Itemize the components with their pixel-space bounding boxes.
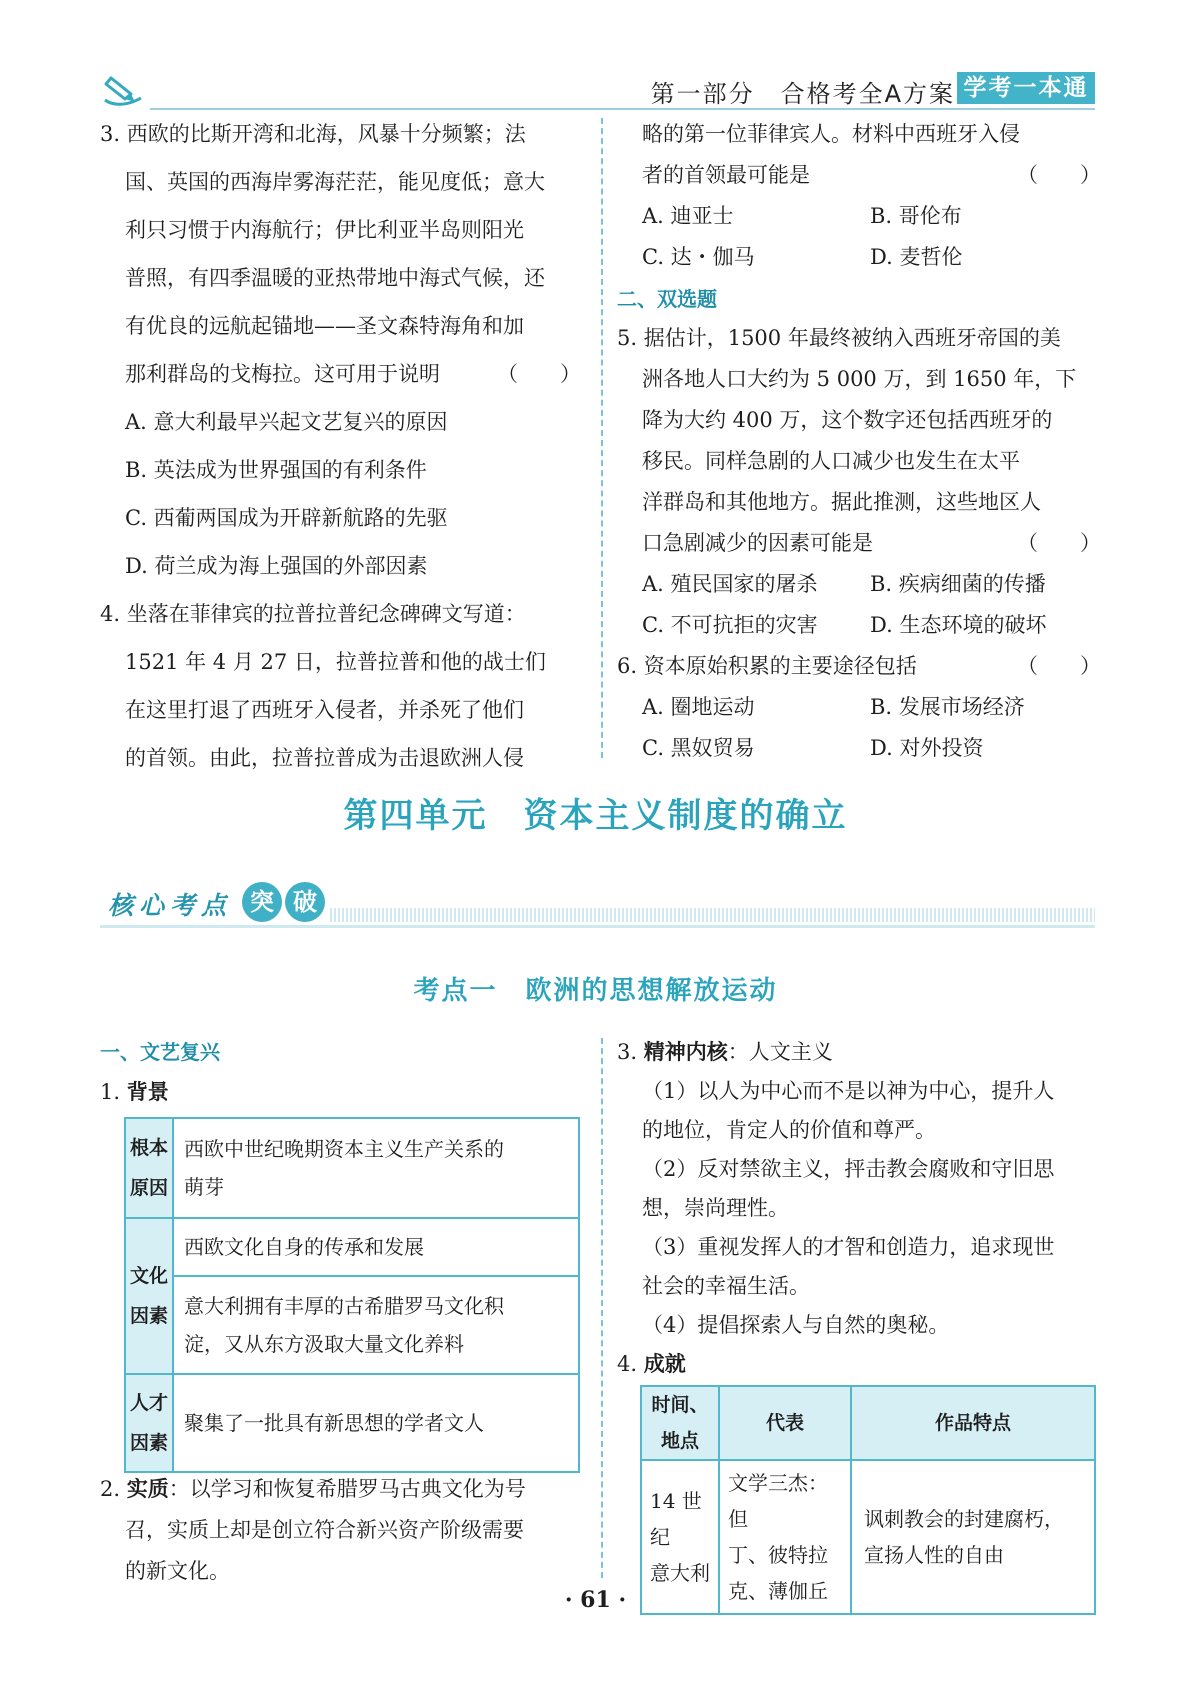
point-line-4: 想，崇尚理性。 — [642, 1196, 789, 1220]
banner-underline — [100, 925, 1095, 928]
header-representative: 代表 — [719, 1386, 851, 1460]
value-line: 淀，又从东方汲取大量文化养料 — [184, 1332, 464, 1356]
row-key-talent — [125, 1374, 173, 1472]
banner-text: 核心考点 — [108, 891, 233, 920]
achievement-heading — [617, 1348, 686, 1378]
q4-line-4: 的首领。由此，拉普拉普成为击退欧洲人侵 — [125, 746, 524, 770]
q3-line-3: 利只习惯于内海航行；伊比利亚半岛则阳光 — [125, 218, 524, 242]
banner-circle-1: 突 — [242, 882, 282, 922]
table-row — [125, 1118, 579, 1218]
q3-answer-blank: （ ） — [497, 362, 581, 386]
header-badge: 学考一本通 — [957, 72, 1095, 104]
table-row — [125, 1218, 579, 1276]
q3-line-4: 普照，有四季温暖的亚热带地中海式气候，还 — [125, 266, 545, 290]
q3-option-d: D. 荷兰成为海上强国的外部因素 — [125, 554, 428, 578]
value-line: 意大利拥有丰厚的古希腊罗马文化积 — [184, 1294, 504, 1318]
cell-line: 丁、彼特拉 — [728, 1543, 828, 1567]
column-divider-bottom — [601, 1038, 603, 1578]
q5-line-5: 洋群岛和其他地方。据此推测，这些地区人 — [642, 490, 1041, 514]
q3-option-b: B. 英法成为世界强国的有利条件 — [125, 458, 427, 482]
essence-num: 2. — [100, 1477, 127, 1501]
unit-title: 第四单元 资本主义制度的确立 — [343, 796, 848, 836]
q3-option-a: A. 意大利最早兴起文艺复兴的原因 — [125, 410, 448, 434]
q3-option-c: C. 西葡两国成为开辟新航路的先驱 — [125, 506, 448, 530]
q5-option-a: A. 殖民国家的屠杀 — [642, 572, 818, 596]
core-key: 精神内核 — [643, 1040, 728, 1064]
essence-line-3: 的新文化。 — [125, 1559, 230, 1583]
q6-option-d: D. 对外投资 — [870, 736, 984, 760]
row-value-culture-b — [173, 1276, 579, 1374]
banner-stripe — [330, 908, 1095, 922]
background-key: 背景 — [126, 1080, 169, 1104]
topic-title: 考点一 欧洲的思想解放运动 — [413, 976, 778, 1006]
row-value-root — [173, 1118, 579, 1218]
q5-option-b: B. 疾病细菌的传播 — [870, 572, 1046, 596]
point-line-2: 的地位，肯定人的价值和尊严。 — [642, 1118, 936, 1142]
q5-line-1: 5. 据估计，1500 年最终被纳入西班牙帝国的美 — [617, 326, 1061, 350]
header-line: 时间、 — [651, 1394, 709, 1416]
column-divider-top — [601, 118, 603, 758]
q5-line-3: 降为大约 400 万，这个数字还包括西班牙的 — [642, 408, 1053, 432]
background-table — [124, 1117, 580, 1473]
row-value-culture-a: 西欧文化自身的传承和发展 — [173, 1218, 579, 1276]
essence-text-1: ：以学习和恢复希腊罗马古典文化为号 — [168, 1477, 526, 1501]
key-line: 文化 — [129, 1265, 168, 1287]
q4-cont-line-1: 略的第一位菲律宾人。材料中西班牙入侵 — [642, 122, 1020, 146]
q3-line-1: 3. 西欧的比斯开湾和北海，风暴十分频繁；法 — [100, 122, 526, 146]
cell-line: 讽刺教会的封建腐朽， — [864, 1507, 1064, 1531]
background-num: 1. — [100, 1080, 127, 1104]
row-value-talent: 聚集了一批具有新思想的学者文人 — [173, 1374, 579, 1472]
core-value: ：人文主义 — [727, 1040, 833, 1064]
q4-line-2: 1521 年 4 月 27 日，拉普拉普和他的战士们 — [125, 650, 546, 674]
key-line: 根本 — [129, 1137, 168, 1159]
header-line: 地点 — [660, 1430, 699, 1452]
table-row — [125, 1374, 579, 1472]
achievement-key: 成就 — [643, 1352, 686, 1376]
q5-answer-blank: （ ） — [1017, 531, 1101, 555]
section-double-choice: 二、双选题 — [617, 287, 717, 311]
q4-option-c: C. 达・伽马 — [642, 245, 755, 269]
core-points-banner — [100, 880, 1095, 930]
key-line: 人才 — [129, 1392, 168, 1414]
table-row — [125, 1276, 579, 1374]
q3-line-5: 有优良的远航起锚地——圣文森特海角和加 — [125, 314, 524, 338]
point-line-1: （1）以人为中心而不是以神为中心，提升人 — [642, 1079, 1055, 1103]
essence-line-1 — [100, 1473, 526, 1503]
q5-option-c: C. 不可抗拒的灾害 — [642, 613, 818, 637]
core-heading — [617, 1036, 833, 1066]
q4-option-d: D. 麦哲伦 — [870, 245, 963, 269]
point-line-5: （3）重视发挥人的才智和创造力，追求现世 — [642, 1235, 1055, 1259]
key-line: 因素 — [129, 1432, 168, 1454]
cell-line: 宣扬人性的自由 — [864, 1543, 1004, 1567]
cell-line: 14 世纪 — [650, 1489, 702, 1549]
achievement-table — [640, 1385, 1096, 1615]
q3-line-2: 国、英国的西海岸雾海茫茫，能见度低；意大 — [125, 170, 545, 194]
point-line-7: （4）提倡探索人与自然的奥秘。 — [642, 1313, 950, 1337]
row-key-root — [125, 1118, 173, 1218]
section-renaissance: 一、文艺复兴 — [100, 1040, 220, 1064]
q6-option-a: A. 圈地运动 — [642, 695, 755, 719]
q6-option-c: C. 黑奴贸易 — [642, 736, 755, 760]
cell-line: 克、薄伽丘 — [728, 1579, 828, 1603]
q4-option-a: A. 迪亚士 — [642, 204, 734, 228]
value-line: 萌芽 — [184, 1175, 224, 1199]
q4-line-1: 4. 坐落在菲律宾的拉普拉普纪念碑碑文写道： — [100, 602, 526, 626]
key-line: 原因 — [129, 1177, 168, 1199]
background-heading — [100, 1076, 169, 1106]
q4-line-3: 在这里打退了西班牙入侵者，并杀死了他们 — [125, 698, 524, 722]
cell-line: 意大利 — [650, 1561, 710, 1585]
key-line: 因素 — [129, 1305, 168, 1327]
q6-answer-blank: （ ） — [1017, 654, 1101, 678]
header-title: 第一部分 合格考全A方案 — [650, 80, 955, 108]
q5-option-d: D. 生态环境的破坏 — [870, 613, 1047, 637]
q3-line-6: 那利群岛的戈梅拉。这可用于说明 — [125, 362, 440, 386]
q4-option-b: B. 哥伦布 — [870, 204, 962, 228]
cell-line: 文学三杰：但 — [728, 1471, 828, 1531]
header-time-place — [641, 1386, 719, 1460]
achievement-num: 4. — [617, 1352, 644, 1376]
page-header — [95, 72, 1095, 110]
q4-answer-blank: （ ） — [1017, 163, 1101, 187]
q5-line-2: 洲各地人口大约为 5 000 万，到 1650 年，下 — [642, 367, 1077, 391]
page-number: · 61 · — [564, 1587, 627, 1613]
point-line-3: （2）反对禁欲主义，抨击教会腐败和守旧思 — [642, 1157, 1055, 1181]
value-line: 西欧中世纪晚期资本主义生产关系的 — [184, 1137, 504, 1161]
q6-option-b: B. 发展市场经济 — [870, 695, 1025, 719]
essence-key: 实质 — [126, 1477, 169, 1501]
q5-line-4: 移民。同样急剧的人口减少也发生在太平 — [642, 449, 1020, 473]
banner-circle-2: 破 — [285, 882, 325, 922]
table-header-row — [641, 1386, 1095, 1460]
row-key-culture — [125, 1218, 173, 1374]
pencil-book-icon — [101, 72, 147, 108]
q4-cont-line-2: 者的首领最可能是 — [642, 163, 810, 187]
q6-line: 6. 资本原始积累的主要途径包括 — [617, 654, 917, 678]
essence-line-2: 召，实质上却是创立符合新兴资产阶级需要 — [125, 1518, 524, 1542]
point-line-6: 社会的幸福生活。 — [642, 1274, 810, 1298]
q5-line-6: 口急剧减少的因素可能是 — [642, 531, 873, 555]
header-features: 作品特点 — [851, 1386, 1095, 1460]
core-num: 3. — [617, 1040, 644, 1064]
